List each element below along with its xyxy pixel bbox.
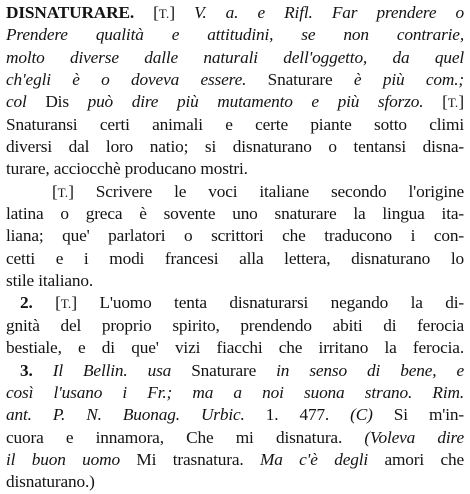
text-segment: Si m'in- (372, 405, 464, 425)
text-segment: (Voleva dire (364, 427, 464, 447)
tag-abbreviation: T. (158, 6, 170, 21)
text-segment: [ (423, 92, 448, 112)
text-segment: cuora e innamora, Che mi disnatura. (6, 427, 365, 447)
text-segment: il buon uomo (6, 449, 120, 469)
text-segment: V. a. e Rifl. Far prendere o (194, 3, 464, 22)
text-segment: ] Scrivere le voci italiane secondo l'origine (68, 181, 464, 201)
text-segment: in senso di bene, e (276, 360, 464, 380)
text-segment: Snaturansi certi animali e certe piante sotto climi (6, 114, 464, 134)
text-line (6, 248, 464, 270)
text-line (6, 158, 464, 180)
text-segment: Dis (26, 92, 88, 112)
text-line (6, 136, 464, 158)
text-segment: Snaturare (171, 360, 277, 380)
text-segment: turare, acciocchè producano mostri. (6, 159, 248, 179)
headword: DISNATURARE. (6, 3, 134, 22)
text-segment: Mi trasnatura. (119, 449, 260, 469)
text-line (6, 471, 464, 493)
text-line (6, 225, 464, 247)
text-line (6, 449, 464, 471)
tag-abbreviation: T. (57, 184, 69, 200)
sense-number: 2. (20, 293, 33, 313)
text-line (6, 315, 464, 337)
text-segment: diversi dal loro natio; si disnaturano o tentansi disna- (6, 137, 464, 157)
text-segment: [ (52, 181, 58, 201)
text-segment: gnità del proprio spirito, prendendo abiti di ferocia (6, 315, 464, 335)
text-segment: è più com.; (353, 70, 464, 90)
text-segment: [ (32, 293, 61, 313)
text-line (6, 91, 464, 113)
text-segment: latina o greca è sovente uno snaturare la lingua ita- (6, 204, 464, 224)
text-line (6, 427, 464, 449)
text-segment: ] L'uomo tenta disnaturarsi negando la di- (71, 293, 464, 313)
text-segment: Snaturare (246, 70, 354, 90)
text-segment: Il Bellin. usa (32, 360, 172, 380)
text-segment: col (6, 92, 27, 112)
text-segment: ] (458, 92, 464, 112)
text-segment: stile italiano. (6, 271, 94, 291)
text-line (6, 337, 464, 359)
text-segment: 1. 477. (244, 405, 351, 425)
text-segment: Ma c'è degli (259, 449, 369, 469)
text-segment: così l'usano i Fr.; ma a noi suona strano. Rim. (6, 382, 464, 402)
text-segment: bestiale, e di que' vizi fiacchi che irritano la ferocia. (6, 338, 464, 358)
text-segment: (C) (350, 405, 373, 425)
text-line (6, 47, 464, 69)
text-line (6, 270, 464, 292)
text-line (6, 181, 464, 203)
text-segment: disnaturano.) (6, 472, 95, 492)
text-line (6, 203, 464, 225)
text-segment: ch'egli è o doveva essere. (6, 70, 247, 90)
text-line (6, 114, 464, 136)
text-segment: amori che (368, 449, 464, 469)
text-line (6, 69, 464, 91)
text-line (6, 2, 464, 24)
text-segment: liana; que' parlatori o scrittori che traducono i con- (6, 226, 464, 246)
text-segment: molto diverse dalle naturali dell'oggetto, da quel (6, 47, 464, 67)
text-line (6, 360, 464, 382)
text-segment: Prendere qualità e attitudini, se non contrarie, (6, 25, 464, 45)
tag-abbreviation: T. (447, 95, 459, 111)
text-line (6, 24, 464, 46)
text-segment: può dire più mutamento e più sforzo. (87, 92, 424, 112)
text-segment: ant. P. N. Buonag. Urbic. (6, 405, 245, 425)
text-segment: cetti e i modi francesi alla lettera, disnaturano lo (6, 248, 464, 268)
text-line (6, 404, 464, 426)
text-line (6, 382, 464, 404)
tag-abbreviation: T. (60, 296, 72, 312)
text-line (6, 292, 464, 314)
text-segment: [ (134, 3, 159, 22)
sense-number: 3. (20, 360, 33, 380)
text-segment: ] (169, 3, 195, 22)
dictionary-entry (6, 2, 464, 494)
